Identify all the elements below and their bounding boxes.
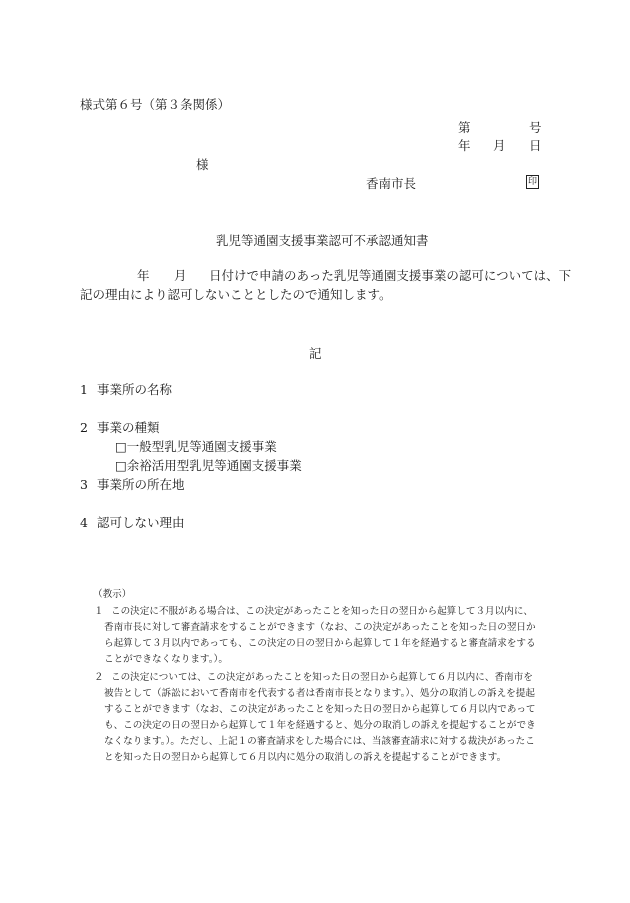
document-no-prefix: 第 bbox=[458, 120, 471, 135]
item-1-label: 事業所の名称 bbox=[97, 382, 173, 397]
document-title: 乳児等通園支援事業認可不承認通知書 bbox=[216, 233, 429, 248]
note-1-line: 香南市長に対して審査請求をすることができます（なお、この決定があったことを知った日の翌日か bbox=[104, 622, 536, 633]
date-year: 年 bbox=[458, 138, 471, 153]
note-2-line: なくなります。）。ただし、上記１の審査請求をした場合には、当該審査請求に対する裁決があったこ bbox=[104, 736, 535, 747]
note-2-line: することができます（なお、この決定があったことを知った日の翌日から起算して６月以内であって bbox=[104, 704, 536, 715]
body-year: 年 bbox=[137, 268, 150, 283]
notes-heading: （教示） bbox=[93, 589, 132, 600]
item-3-label: 事業所の所在地 bbox=[97, 477, 185, 492]
date-day: 日 bbox=[529, 138, 542, 153]
item-3-number: 3 bbox=[80, 477, 88, 492]
document-no-suffix: 号 bbox=[529, 120, 542, 135]
note-1-line: ことができなくなります。）。 bbox=[104, 654, 228, 665]
item-4-number: 4 bbox=[80, 515, 88, 530]
recipient-suffix: 様 bbox=[196, 157, 209, 172]
note-1-line: ら起算して３月以内であっても、この決定の日の翌日から起算して１年を経過すると審査請求をする bbox=[104, 638, 536, 649]
note-2-line: とを知った日の翌日から起算して６月以内に処分の取消しの訴えを提起することができます。 bbox=[104, 752, 507, 763]
note-2-line: この決定については、この決定があったことを知った日の翌日から起算して６月以内に、香南市を bbox=[111, 672, 533, 683]
item-2-number: 2 bbox=[80, 420, 88, 435]
body-line-1: 日付けで申請のあった乳児等通園支援事業の認可については、下 bbox=[209, 268, 572, 283]
note-2-number: ２ bbox=[94, 672, 104, 683]
note-2-line: 被告として（訴訟において香南市を代表する者は香南市長となります。）、処分の取消しの訴えを提起 bbox=[104, 688, 535, 699]
note-1-line: この決定に不服がある場合は、この決定があったことを知った日の翌日から起算して３月以内に、 bbox=[111, 606, 534, 617]
form-number: 様式第６号（第３条関係） bbox=[80, 97, 231, 112]
option-surplus-checkbox: □余裕活用型乳児等通園支援事業 bbox=[115, 458, 302, 473]
item-1-number: 1 bbox=[80, 382, 88, 397]
date-month: 月 bbox=[493, 138, 506, 153]
body-month: 月 bbox=[174, 268, 187, 283]
seal-mark: 印 bbox=[527, 177, 537, 187]
ki-heading: 記 bbox=[309, 346, 322, 361]
note-1-number: １ bbox=[94, 606, 104, 617]
item-2-label: 事業の種類 bbox=[97, 420, 160, 435]
option-general-checkbox: □一般型乳児等通園支援事業 bbox=[115, 439, 277, 454]
body-line-2: 記の理由により認可しないこととしたので通知します。 bbox=[80, 287, 392, 302]
note-2-line: も、この決定の日の翌日から起算して１年を経過すると、処分の取消しの訴えを提起することができ bbox=[104, 720, 536, 731]
item-4-label: 認可しない理由 bbox=[97, 515, 185, 530]
issuer-name: 香南市長 bbox=[366, 176, 417, 191]
